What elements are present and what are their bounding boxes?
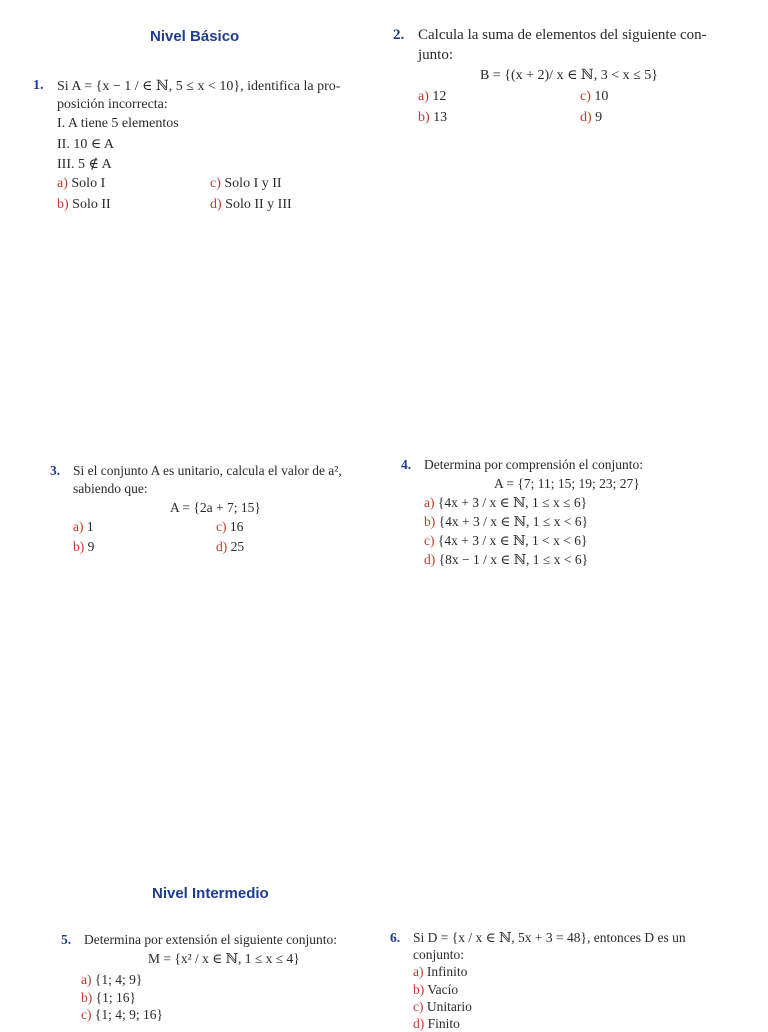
- option-text: {1; 4; 9; 16}: [94, 1007, 163, 1022]
- option-d: [210, 197, 292, 213]
- option-b: [413, 982, 458, 998]
- option-c: [413, 999, 472, 1015]
- option-b: [73, 539, 94, 555]
- option-text: Unitario: [426, 999, 472, 1014]
- option-text: Solo I: [71, 176, 106, 191]
- statement-item: I. A tiene 5 elementos: [57, 116, 179, 131]
- option-c: [424, 533, 588, 549]
- option-text: Finito: [427, 1016, 460, 1031]
- set-formula: A = {2a + 7; 15}: [170, 500, 261, 515]
- option-a: [418, 89, 446, 105]
- option-letter: c): [413, 999, 424, 1014]
- option-text: {4x + 3 / x ∈ ℕ, 1 < x < 6}: [437, 533, 588, 548]
- option-c: [210, 176, 282, 192]
- option-letter: a): [73, 519, 84, 534]
- option-letter: c): [424, 533, 435, 548]
- problem-text: Si el conjunto A es unitario, calcula el valor de a²,: [73, 463, 342, 478]
- set-formula: M = {x² / x ∈ ℕ, 1 ≤ x ≤ 4}: [148, 951, 300, 966]
- option-letter: b): [424, 514, 436, 529]
- option-text: {1; 16}: [95, 990, 136, 1005]
- option-letter: a): [413, 964, 424, 979]
- option-text: Solo II: [72, 197, 111, 212]
- set-formula: A = {7; 11; 15; 19; 23; 27}: [494, 476, 640, 491]
- option-a: [424, 495, 587, 511]
- option-letter: a): [81, 972, 92, 987]
- problem-text: Si D = {x / x ∈ ℕ, 5x + 3 = 48}, entonces D es un: [413, 930, 686, 945]
- option-letter: a): [418, 89, 429, 104]
- problem-number: 5.: [61, 932, 72, 947]
- option-letter: b): [413, 982, 425, 997]
- option-text: Infinito: [426, 964, 468, 979]
- option-text: {8x − 1 / x ∈ ℕ, 1 ≤ x < 6}: [438, 552, 589, 567]
- option-b: [81, 990, 136, 1006]
- section-heading-basic: Nivel Básico: [150, 28, 240, 45]
- problem-text: posición incorrecta:: [57, 97, 168, 112]
- option-text: 9: [87, 539, 95, 554]
- option-text: {1; 4; 9}: [94, 972, 143, 987]
- problem-text: Determina por extensión el siguiente conjunto:: [84, 932, 338, 947]
- option-a: [413, 964, 467, 980]
- option-d: [216, 539, 244, 555]
- option-letter: c): [210, 176, 221, 191]
- option-letter: c): [580, 89, 591, 104]
- option-b: [418, 110, 447, 126]
- statement-item: III. 5 ∉ A: [57, 157, 112, 172]
- option-letter: c): [216, 519, 227, 534]
- problem-text: Calcula la suma de elementos del siguiente con-: [418, 27, 707, 43]
- option-text: {4x + 3 / x ∈ ℕ, 1 ≤ x ≤ 6}: [437, 495, 588, 510]
- option-c: [580, 89, 608, 105]
- option-a: [73, 519, 94, 535]
- problem-text: conjunto:: [413, 947, 464, 962]
- option-d: [580, 110, 602, 126]
- option-text: 9: [595, 110, 603, 125]
- option-letter: b): [73, 539, 85, 554]
- option-letter: d): [413, 1016, 425, 1031]
- option-text: 25: [230, 539, 245, 554]
- problem-text: junto:: [418, 47, 454, 63]
- option-text: Solo II y III: [225, 197, 292, 212]
- option-b: [57, 197, 111, 213]
- option-text: Vacío: [427, 982, 459, 997]
- option-letter: a): [424, 495, 435, 510]
- option-letter: b): [418, 110, 430, 125]
- option-letter: d): [580, 110, 592, 125]
- option-letter: d): [424, 552, 436, 567]
- set-formula: B = {(x + 2)/ x ∈ ℕ, 3 < x ≤ 5}: [480, 68, 659, 83]
- problem-number: 2.: [393, 27, 405, 43]
- problem-text: sabiendo que:: [73, 481, 148, 496]
- option-d: [424, 552, 588, 568]
- option-a: [81, 972, 142, 988]
- option-letter: a): [57, 176, 68, 191]
- option-a: [57, 176, 105, 192]
- option-text: {4x + 3 / x ∈ ℕ, 1 ≤ x < 6}: [438, 514, 589, 529]
- problem-number: 4.: [401, 457, 412, 472]
- option-text: 10: [594, 89, 609, 104]
- problem-number: 6.: [390, 930, 401, 945]
- problem-text: Determina por comprensión el conjunto:: [424, 457, 643, 472]
- problem-number: 1.: [33, 78, 44, 93]
- problem-text: Si A = {x − 1 / ∈ ℕ, 5 ≤ x < 10}, identifica la pro-: [57, 79, 341, 94]
- option-letter: b): [57, 197, 69, 212]
- option-b: [424, 514, 588, 530]
- option-c: [81, 1007, 163, 1023]
- option-text: Solo I y II: [224, 176, 282, 191]
- option-text: 16: [229, 519, 244, 534]
- option-text: 12: [432, 89, 447, 104]
- option-text: 13: [433, 110, 448, 125]
- option-letter: c): [81, 1007, 92, 1022]
- option-c: [216, 519, 243, 535]
- option-letter: b): [81, 990, 93, 1005]
- problem-number: 3.: [50, 463, 61, 478]
- option-text: 1: [86, 519, 94, 534]
- option-letter: d): [210, 197, 222, 212]
- option-letter: d): [216, 539, 228, 554]
- section-heading-intermediate: Nivel Intermedio: [152, 885, 269, 902]
- option-d: [413, 1016, 460, 1032]
- statement-item: II. 10 ∈ A: [57, 137, 115, 152]
